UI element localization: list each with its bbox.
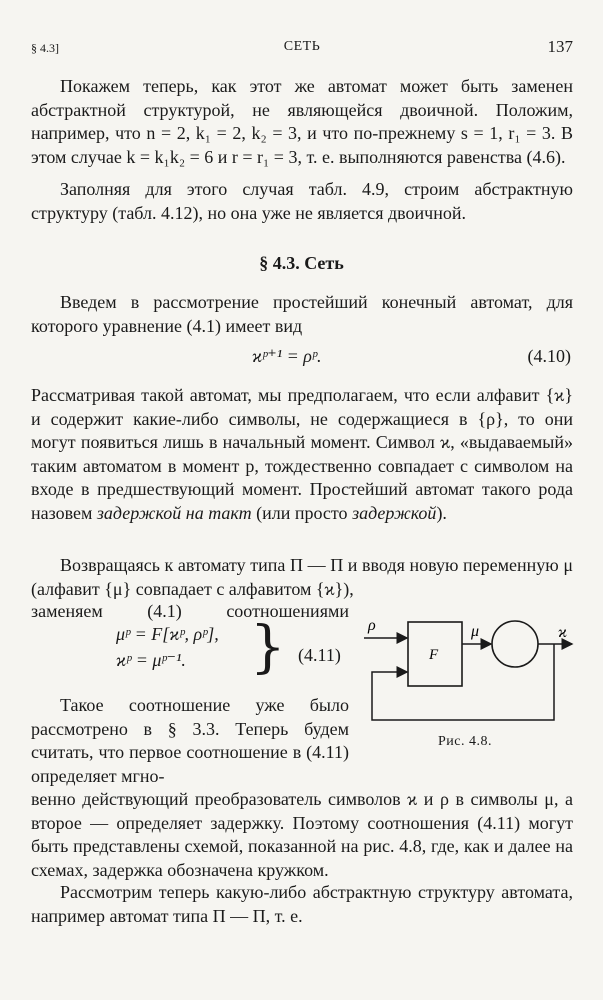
- figure-4-8-diagram: [358, 608, 578, 748]
- paragraph-2: Заполняя для этого случая табл. 4.9, строим абстрактную структуру (табл. 4.12), но она уже не является двоичной.: [31, 179, 573, 223]
- figure-caption: Рис. 4.8.: [438, 734, 492, 749]
- paragraph-4-text: Рассматривая такой автомат, мы предполагаем, что если алфавит {ϰ} и содержит какие-либо символы, не содержащиеся в {ρ}, то они могут появиться лишь в начальный момент. Символ ϰ, «выдаваемый» таким автоматом в момент p, тождественно совпадает с символом на входе в предшествующий момент. Простейший автомат такого рода назовем: [31, 385, 573, 523]
- paragraph-5: Возвращаясь к автомату типа П — П и вводя новую переменную μ (алфавит {μ} совпадает с алфавитом {ϰ}),: [31, 555, 573, 599]
- paragraph-1: Покажем теперь, как этот же автомат может быть заменен абстрактной структурой, не являющейся двоичной. Положим, например, что n = 2, k₁ = 2, k₂ = 3, и что по-прежнему s = 1, r₁ = 3. В этом случае k = k₁k₂ = 6 и r = r₁ = 3, т. е. выполняются равенства (4.6).: [31, 76, 573, 167]
- input-label: ρ: [368, 617, 376, 634]
- equation-brace: }: [250, 615, 286, 680]
- mid-label: μ: [471, 623, 480, 640]
- block-label: F: [429, 647, 439, 663]
- running-title: СЕТЬ: [283, 39, 321, 54]
- page-number: 137: [547, 37, 573, 56]
- equation-4-10-number: (4.10): [527, 346, 571, 366]
- feedback-loop: [372, 644, 554, 720]
- equation-4-11-number: (4.11): [298, 645, 341, 665]
- paragraph-4: [31, 384, 573, 525]
- paragraph-6-wide: венно действующий преобразователь символов ϰ и ρ в символы μ, а второе — определяет задержку. Поэтому соотношения (4.11) могут быть представлены схемой, показанной на рис. 4.8, где, как и далее на схемах, задержка обозначена кружком.: [31, 789, 573, 880]
- term-delay-per-tick: задержкой на такт: [96, 502, 252, 523]
- section-heading: § 4.3. Сеть: [259, 253, 344, 273]
- delay-circle: [492, 621, 538, 667]
- equation-4-10: ϰᵖ⁺¹ = ρᵖ.: [252, 346, 322, 366]
- paragraph-6-narrow: Такое соотношение уже было рассмотрено в § 3.3. Теперь будем считать, что первое соотношение в (4.11) определяет мгно-: [31, 695, 349, 786]
- paragraph-5-last-line: заменяем (4.1) соотношениями: [31, 601, 349, 621]
- equation-4-11-line-2: ϰᵖ = μᵖ⁻¹.: [116, 650, 186, 670]
- page-header: [31, 37, 573, 59]
- equation-4-11-line-1: μᵖ = F[ϰᵖ, ρᵖ],: [116, 624, 219, 644]
- paragraph-3: Введем в рассмотрение простейший конечный автомат, для которого уравнение (4.1) имеет вид: [31, 292, 573, 336]
- paragraph-4-text-c: ).: [436, 502, 447, 523]
- term-delay: задержкой: [352, 502, 437, 523]
- section-ref: § 4.3]: [31, 41, 59, 55]
- output-label: ϰ: [558, 624, 567, 641]
- paragraph-4-text-b: (или просто: [251, 502, 353, 523]
- paragraph-7: Рассмотрим теперь какую-либо абстрактную структуру автомата, например автомат типа П — П, т. е.: [31, 882, 573, 926]
